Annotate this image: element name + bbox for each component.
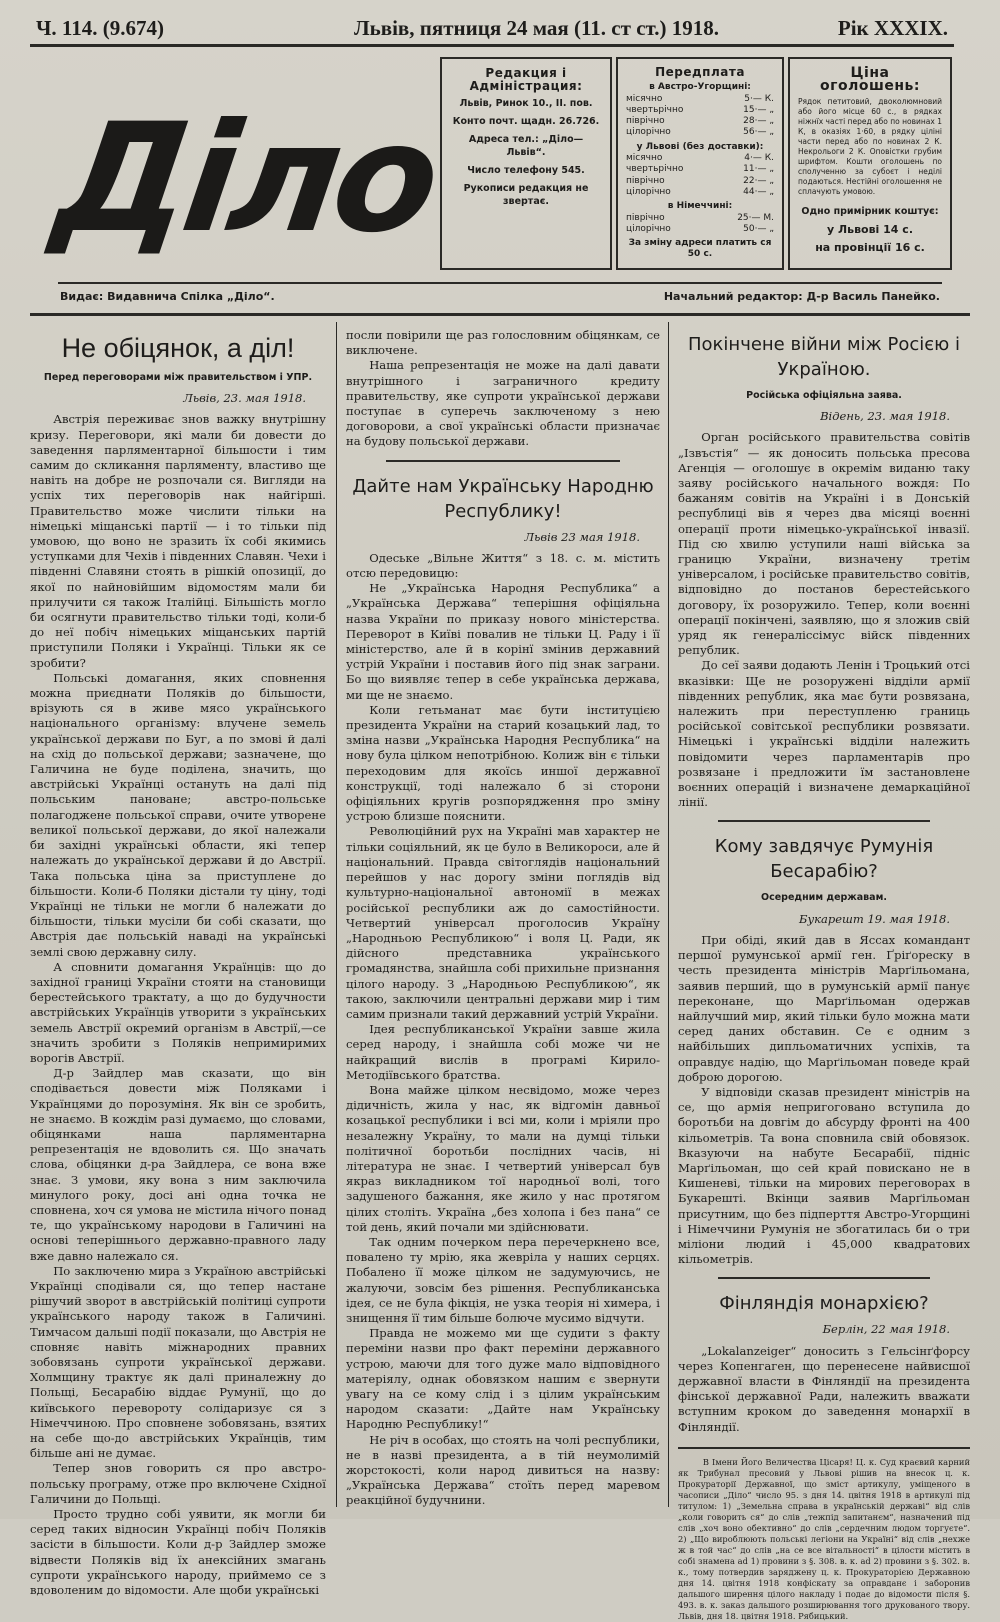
article2-lead: посли повірили ще раз голословним обіцянкам, се виключене.: [346, 328, 660, 358]
masthead-top-line: [36, 16, 948, 42]
phone-number: Число телефону 545.: [467, 165, 585, 176]
subscription-row: [626, 105, 774, 116]
article2-paragraph: Правда не можемо ми ще судити з факту переміни назви про факт переміни державного устрою, маючи для того дуже мало відповідного матеріялу, однак обовязком нашим є звернути увагу на се кому слід і з цілим українським народом сказати: „Дайте нам Українську Народню Республику!“: [346, 1326, 660, 1432]
article5-title: Фінляндія монархією?: [719, 1293, 929, 1315]
subscription-row: [626, 213, 774, 224]
subscription-price: 5·— К.: [744, 93, 774, 104]
article4-subtitle: Осередним державам.: [761, 892, 887, 904]
subscription-price: 25·— М.: [737, 212, 774, 223]
article5-separator: [718, 1277, 930, 1279]
article2-paragraph: Не „Українська Народня Республика“ а „Українська Держава“ теперішня офіціяльна назва України по приказу нового міністерства. Переворот в Київі повалив не тільки Ц. Раду і її міністерство, але й в корінї змінив державний устрій України і поставив його під знак заграни. Бо що виявляє тепер в себе українська держава, ми ще не знаємо.: [346, 581, 660, 702]
article3-subtitle: Російська офіціяльна заява.: [746, 390, 902, 401]
article3-title: Покінчене війни між Росією і Україною.: [688, 334, 960, 380]
article1-paragraph: Д-р Зайдлер мав сказати, що він сподівається довести між Поляками і Українцями до порозуміня. Як він се зробить, не знаємо. В кождім разі думаємо, що словами, обіцянками наша парляментарна репрезентація не вдоволить ся. Що значать слова, обіцянки д-ра Зайдлера, се вона вже знає. З умови, яку вона з ним заключила минулого року, досі ані одна точка не сповнена, хоч ся умова не містила нічого понад те, що українському народови в Галичині на основі теперішнього державно-правного ладу вже давно належало ся.: [30, 1066, 326, 1263]
article2-paragraph: Революційний рух на Україні мав характер не тільки соціяльний, як це було в Великороси, але й національний. Правда світоглядів національний перейшов у нас дорогу зміни поглядів від культурно-національної автономії в межах російської республики аж до самостійности. Четвертий універсал проголосив Україну „Народньою Республикою“ і воля Ц. Ради, як дійсного представника українського громадянства, знайшла собі прихильне признання цілого народу. З „Народньою Республикою“, як такою, заключили центральні держави мир і тим самим признали такий державний устрій України.: [346, 824, 660, 1021]
ads-text: Рядок петитовий, двоколюмновий або його місце 60 с., в рядках ніжнїх часті перед або по новинах 1 К, в оказіях 1·60, в рядку ціліні части перед або по новинах 2 К. Некрольоги 2 К. Оповістки грубим шрифтом. Кошти оголошень по сполученню за субоєт і неділі подаються. Нестійні оголошення не сплачують умовою.: [798, 97, 942, 196]
ads-heading: Ціна оголошень:: [820, 65, 920, 94]
article3-paragraph: До сеї заяви додають Ленін і Троцький отсі вказівки: Ще не розоружені відділи армії південних републик, яка має бути розвязана, належить при переступленю границь російської совітської республики розвязати. Німецькі і українські відділи належить повідомити через парламентарів про розвязане і предложити їм застановлене воєнних операцій і визначене демаркаційної лінії.: [678, 658, 970, 810]
subscription-price: 11·— „: [743, 164, 774, 175]
article1-subtitle: Перед переговорами між правительством і УПР.: [43, 372, 313, 383]
subscription-price: 4·— К.: [744, 153, 774, 164]
article3-paragraph: Орган російського правительства совітів „Ізвъстія“ — як доносить польська пресова Агенція — оголошує в окремім виданю таку заяву російського начального вождя: По бажаням совітів на Україні і в Донській республиці вів я через два місяці воєнні операції проти німецько-української інвазії. Під сю хвилю уступили наші війська за границю України, визначену третім універсалом, і російське правительство совітів, відповідно до постанов берестейського договору, їх розоружило. Тепер, коли воєнні операції покінчені, заявляю, що я зложив свій уряд як генераліссімус війск південних републик.: [678, 430, 970, 658]
column-3: [678, 328, 970, 1621]
article2-separator: [386, 460, 620, 462]
subscription-row: [626, 176, 774, 187]
article1-title: Не обіцянок, а діл!: [61, 333, 295, 363]
subscription-heading: Передплата: [655, 65, 745, 79]
subscription-price: 15·— „: [743, 104, 774, 115]
telegraph-address: Адреса тел.: „Діло—Львів“.: [468, 134, 584, 158]
subscription-period: цілорічно: [626, 223, 671, 234]
lviv-copy-price: у Львові 14 с.: [826, 223, 913, 236]
court-notice: [678, 1447, 970, 1622]
chief-editor: Начальний редактор: Д-р Василь Панейко.: [663, 290, 940, 303]
postal-account: Конто почт. щадн. 26.726.: [452, 116, 600, 127]
masthead-rule-lower: [30, 313, 970, 316]
article2-paragraph: Вона майже цілком несвідомо, може через дідичність, жила у нас, як відгомін давньої козацької республики і всі ми, коли і мріяли про незалежну Україну, то мали на думці тільки політичної боротьби послідних часів, ні література не знає. І четвертий універсал був якраз викладником тої народньої волі, того задушеного бажання, яке жило у нас протягом цілих століть. Україна „без холопа і без пана“ се той день, який почали ми здійснювати.: [346, 1082, 660, 1234]
article1-paragraph: Просто трудно собі уявити, як могли би серед таких відносин Українці побіч Поляків засісти в більшости. Коли д-р Зайдлер зможе відвести Поляків від їх анексійних змагань супроти українського народу, приймемо се з вдоволеним до відомости. Але щоби українські: [30, 1507, 326, 1598]
top-rule: [30, 44, 954, 47]
austria-label: в Австро-Угорщині:: [649, 82, 751, 93]
article1-dateline: Львів, 23. мая 1918.: [183, 391, 306, 406]
volume-year: Рік XXXIX.: [837, 16, 948, 40]
subscription-row: [626, 127, 774, 138]
subscription-price: 28·— „: [743, 116, 774, 127]
article4-paragraph: У відповіди сказав президент міністрів на се, що армія непригоговано вступила до боротьби на довгім до абсурду фронті на 400 кільометрів. Та вона сповнила свій обовязок. Вказуючи на набуте Бесарабії, підніс Марґільоман, що сей край повискано не в Кишеневі, тільки на мирових переговорах в Букарешті. Вкінци заявив Марґільоман присутним, що без підперття Австро-Угорщині і Німеччини Румунія не збогатилась би о три міліони людий і 45,000 квадратових кільометрів.: [678, 1084, 970, 1267]
article4-dateline: Букарешт 19. мая 1918.: [799, 911, 950, 926]
article5-dateline: Берлін, 22 мая 1918.: [822, 1322, 950, 1337]
subscription-period: піврічно: [626, 175, 665, 186]
subscription-period: цілорічно: [626, 127, 671, 138]
editorial-box: [440, 57, 612, 270]
subscription-period: цілорічно: [626, 186, 671, 197]
subscription-price: 44·— „: [743, 186, 774, 197]
article1-paragraph: Австрія переживає знов важку внутрішну кризу. Переговори, які мали би довести до заведення парляментарної більшости і тим самим до скликання парляменту, властиво ще навіть на добре не розпочали ся. Вигляди на успіх тих переговорів нак найгірші. Правительство може числити тільки на німецькі міщанські партії — і то тільки під умовою, що воно не зразить їх собі якимись уступками для Чехів і південних Славян. Чехи і південні Славяни стоять в рішкій опозиції, до якої по найновійшим відомостям мали би прилучити ся також Італійці. Більшість могло би осягнути правительство тільки тоді, коли-б до неї побіч німецьких міщанських партій приступили Поляки і Українці. Тільки як се зробити?: [30, 412, 326, 670]
subscription-box: [616, 57, 784, 270]
article3-dateline: Відень, 23. мая 1918.: [820, 409, 950, 424]
ads-box: [788, 57, 952, 270]
subscription-period: місячно: [626, 153, 663, 164]
province-copy-price: на провінції 16 с.: [815, 241, 925, 254]
article4-separator: [718, 820, 930, 822]
article2-paragraph: Так одним почерком пера перечеркнено все, повалено ту мрію, яка жевріла у наших серцях. Побалено її може цілком не задумуючись, не жалуючи, зовсім без рішення. Республиканська ідея, се не була фікція, не узка теорія ні химера, і знищення її тим більше болюче мусимо відчути.: [346, 1234, 660, 1325]
column-1: [30, 328, 326, 1598]
column-divider-2: [668, 322, 669, 1507]
issue-number: Ч. 114. (9.674): [36, 16, 164, 40]
column-2: [346, 328, 660, 1508]
article2-dateline: Львів 23 мая 1918.: [524, 529, 640, 544]
subscription-period: чвертьрічно: [626, 164, 684, 175]
subscription-period: піврічно: [626, 116, 665, 127]
article2-title: Дайте нам Українську Народню Республику!: [352, 475, 654, 522]
article4-paragraph: При обіді, який дав в Яссах командант першої румунської армії ген. Ґріґореску в честь президента міністрів Марґільомана, заявив перший, що в румунській армії панує переконане, що Марґільоман одержав найлучший мир, який тільки було можна мати серед даних обставин. Се є одним з найбільших дипльоматичних успіхів, та оправдує надію, що Марґільоман поведе край доброю дорогою.: [678, 932, 970, 1084]
subscription-row: [626, 224, 774, 235]
article5-paragraph: „Lokalanzeiger“ доносить з Гельсінґфорсу через Копенгаген, що перенесене найвисшої державної власти в Фінляндії на президента фінської державної Ради, належить вважати вступним кроком до заведення монархії в Фінляндії.: [678, 1343, 970, 1434]
editorial-heading: Редакция і Адміністрация:: [469, 66, 583, 93]
lviv-label: у Львові (без доставки):: [636, 141, 764, 152]
publisher-row: [60, 290, 940, 308]
article4-title: Кому завдячує Румунія Бесарабію?: [714, 836, 934, 883]
article2-paragraph: Ідея республиканської України завше жила серед народу, і знайшла собі може чи не найкращий вислів в програмі Кирило-Методіївського братства.: [346, 1022, 660, 1082]
editorial-address: Львів, Ринок 10., II. пов.: [459, 98, 593, 109]
subscription-row: [626, 187, 774, 198]
subscription-row: [626, 153, 774, 164]
address-change-note: За зміну адреси платить ся 50 с.: [628, 238, 772, 260]
subscription-price: 56·— „: [743, 127, 774, 138]
article1-paragraph: А сповнити домагання Українців: що до західної границі України стояти на становищи берестейського трактату, а що до будучности австрійських Українців утворити з українських земель Австрії окремий організм в Австрії,—се значить зробити з Поляків непримиримих ворогів Австрії.: [30, 959, 326, 1065]
publisher: Видає: Видавнича Спілка „Діло“.: [60, 290, 275, 303]
subscription-row: [626, 94, 774, 105]
subscription-period: місячно: [626, 93, 663, 104]
germany-label: в Німеччині:: [667, 201, 733, 212]
subscription-price: 22·— „: [743, 175, 774, 186]
article1-paragraph: Польські домагання, яких сповнення можна приєднати Поляків до більшости, врізують ся в живе мясо українського національного організму: влучене земель української держави по Буг, а по змові й далі на схід до польської держави; зазначене, що Галичина не буде поділена, значить, що австрійські Українці остануть на далі під польським пановане; австро-польське полагоджене польської справи, очите утворене великої польської держави, до якої належали би західні українські области, які тепер належать до української держави й до Австрії. Така польська ціна за приступлене до більшости. Коли-б Поляки дістали ту ціну, тоді Українці не тільки не могли б належати до більшости, тільки мусіли би собі сказати, що Австрія дає польській наваді на українські землі свою державну силу.: [30, 670, 326, 959]
masthead-rule-upper: [58, 282, 942, 284]
article1-paragraph: Тепер знов говорить ся про австро-польську програму, отже про включене Східної Галичини до Польщі.: [30, 1461, 326, 1506]
subscription-price: 50·— „: [743, 223, 774, 234]
subscription-period: піврічно: [626, 212, 665, 223]
single-copy-label: Одно примірник коштує:: [801, 206, 939, 217]
subscription-period: чвертьрічно: [626, 104, 684, 115]
article2-paragraph: Одеське „Вільне Життя“ з 18. с. м. містить отсю передовицю:: [346, 550, 660, 581]
subscription-row: [626, 116, 774, 127]
issue-dateline: Львів, пятниця 24 мая (11. ст ст.) 1918.: [354, 16, 719, 40]
article2-lead-paragraph: Наша репрезентація не може на далі давати внутрішного і заграничного кредиту правительству, яке супроти української держави поступає в суперечь заключеному з нею договорови, а свої українські области призначає на будову польської держави.: [346, 358, 660, 449]
court-notice-text: В Імени Його Величества Цісаря! Ц. к. Суд краєвий карний як Трибунал пресовий у Львові рішив на внесок ц. к. Прокураторії Державної, що зміст артикулу, уміщеного в часописи „Діло“ число 95. з дня 14. цвітня 1918 в артикулі під титулом: 1) „Земельна справа в українській державі“ від слів „коли говорить ся“ до слів „тежпід запитанєм“, назначений під слів „хоч воно обективно“ до слів „сердечним людом торгуєте“. 2) „Що вироблюють польські легіони на Україні“ від слів „нехже ж в той час“ до слів „на се все вітальності“ в цілости містить в собі знамена ad 1) провини з §. 308. в. к. ad 2) провини з §. 302. в. к., тому потвердив заряджену ц. к. Прокураторією Державною дня 14. цвітня 1918 конфіскату за оправданє і заборонив дальшого ширення цілого накладу і подає до відомости після §. 493. в. к. заказ дальшого розширювання того друкованого твору. Львів, дня 18. цвітня 1918. Рябицький.: [678, 1456, 970, 1621]
manuscripts-note: Рукописи редакция не звертає.: [463, 183, 589, 207]
subscription-row: [626, 164, 774, 175]
newspaper-title: Діло: [45, 92, 445, 266]
article2-paragraph: Коли гетьманат має бути інституцією президента України на старий козацький лад, то зміна назви „Українська Народня Республика“ на нову була цілком непотрібною. Колиж він є тільки переходовим для якоїсь иншої державної конструкції, тоді належало б зі сторони офіціяльних кругів розпорядження про зміну устрою близше пояснити.: [346, 702, 660, 824]
column-divider-1: [336, 322, 337, 1507]
article2-paragraph: Не річ в особах, що стоять на чолі республики, не в назві президента, а в тій неумолимій жорстокості, коли народ дивиться на назву: „Українська Держава“ стоїть перед маревом реакційної будучнини.: [346, 1432, 660, 1508]
article1-paragraph: По заключеню мира з Україною австрійські Українці сподівали ся, що тепер настане рішучий зворот в австрійській політиці супроти українського народу також в Галичині. Тимчасом дальші події показали, що Австрія не сповняє навіть міжнародних правних зобовязань супроти української держави. Холмщину трактує як далі приналежну до Польщі, Бесарабію віддає Румунії, що до київського перевороту солідаризує ся з Німеччиною. Про сповнене зобовязань, взятих на себе що-до австрійських Українців, тим більше ані не думає.: [30, 1263, 326, 1461]
